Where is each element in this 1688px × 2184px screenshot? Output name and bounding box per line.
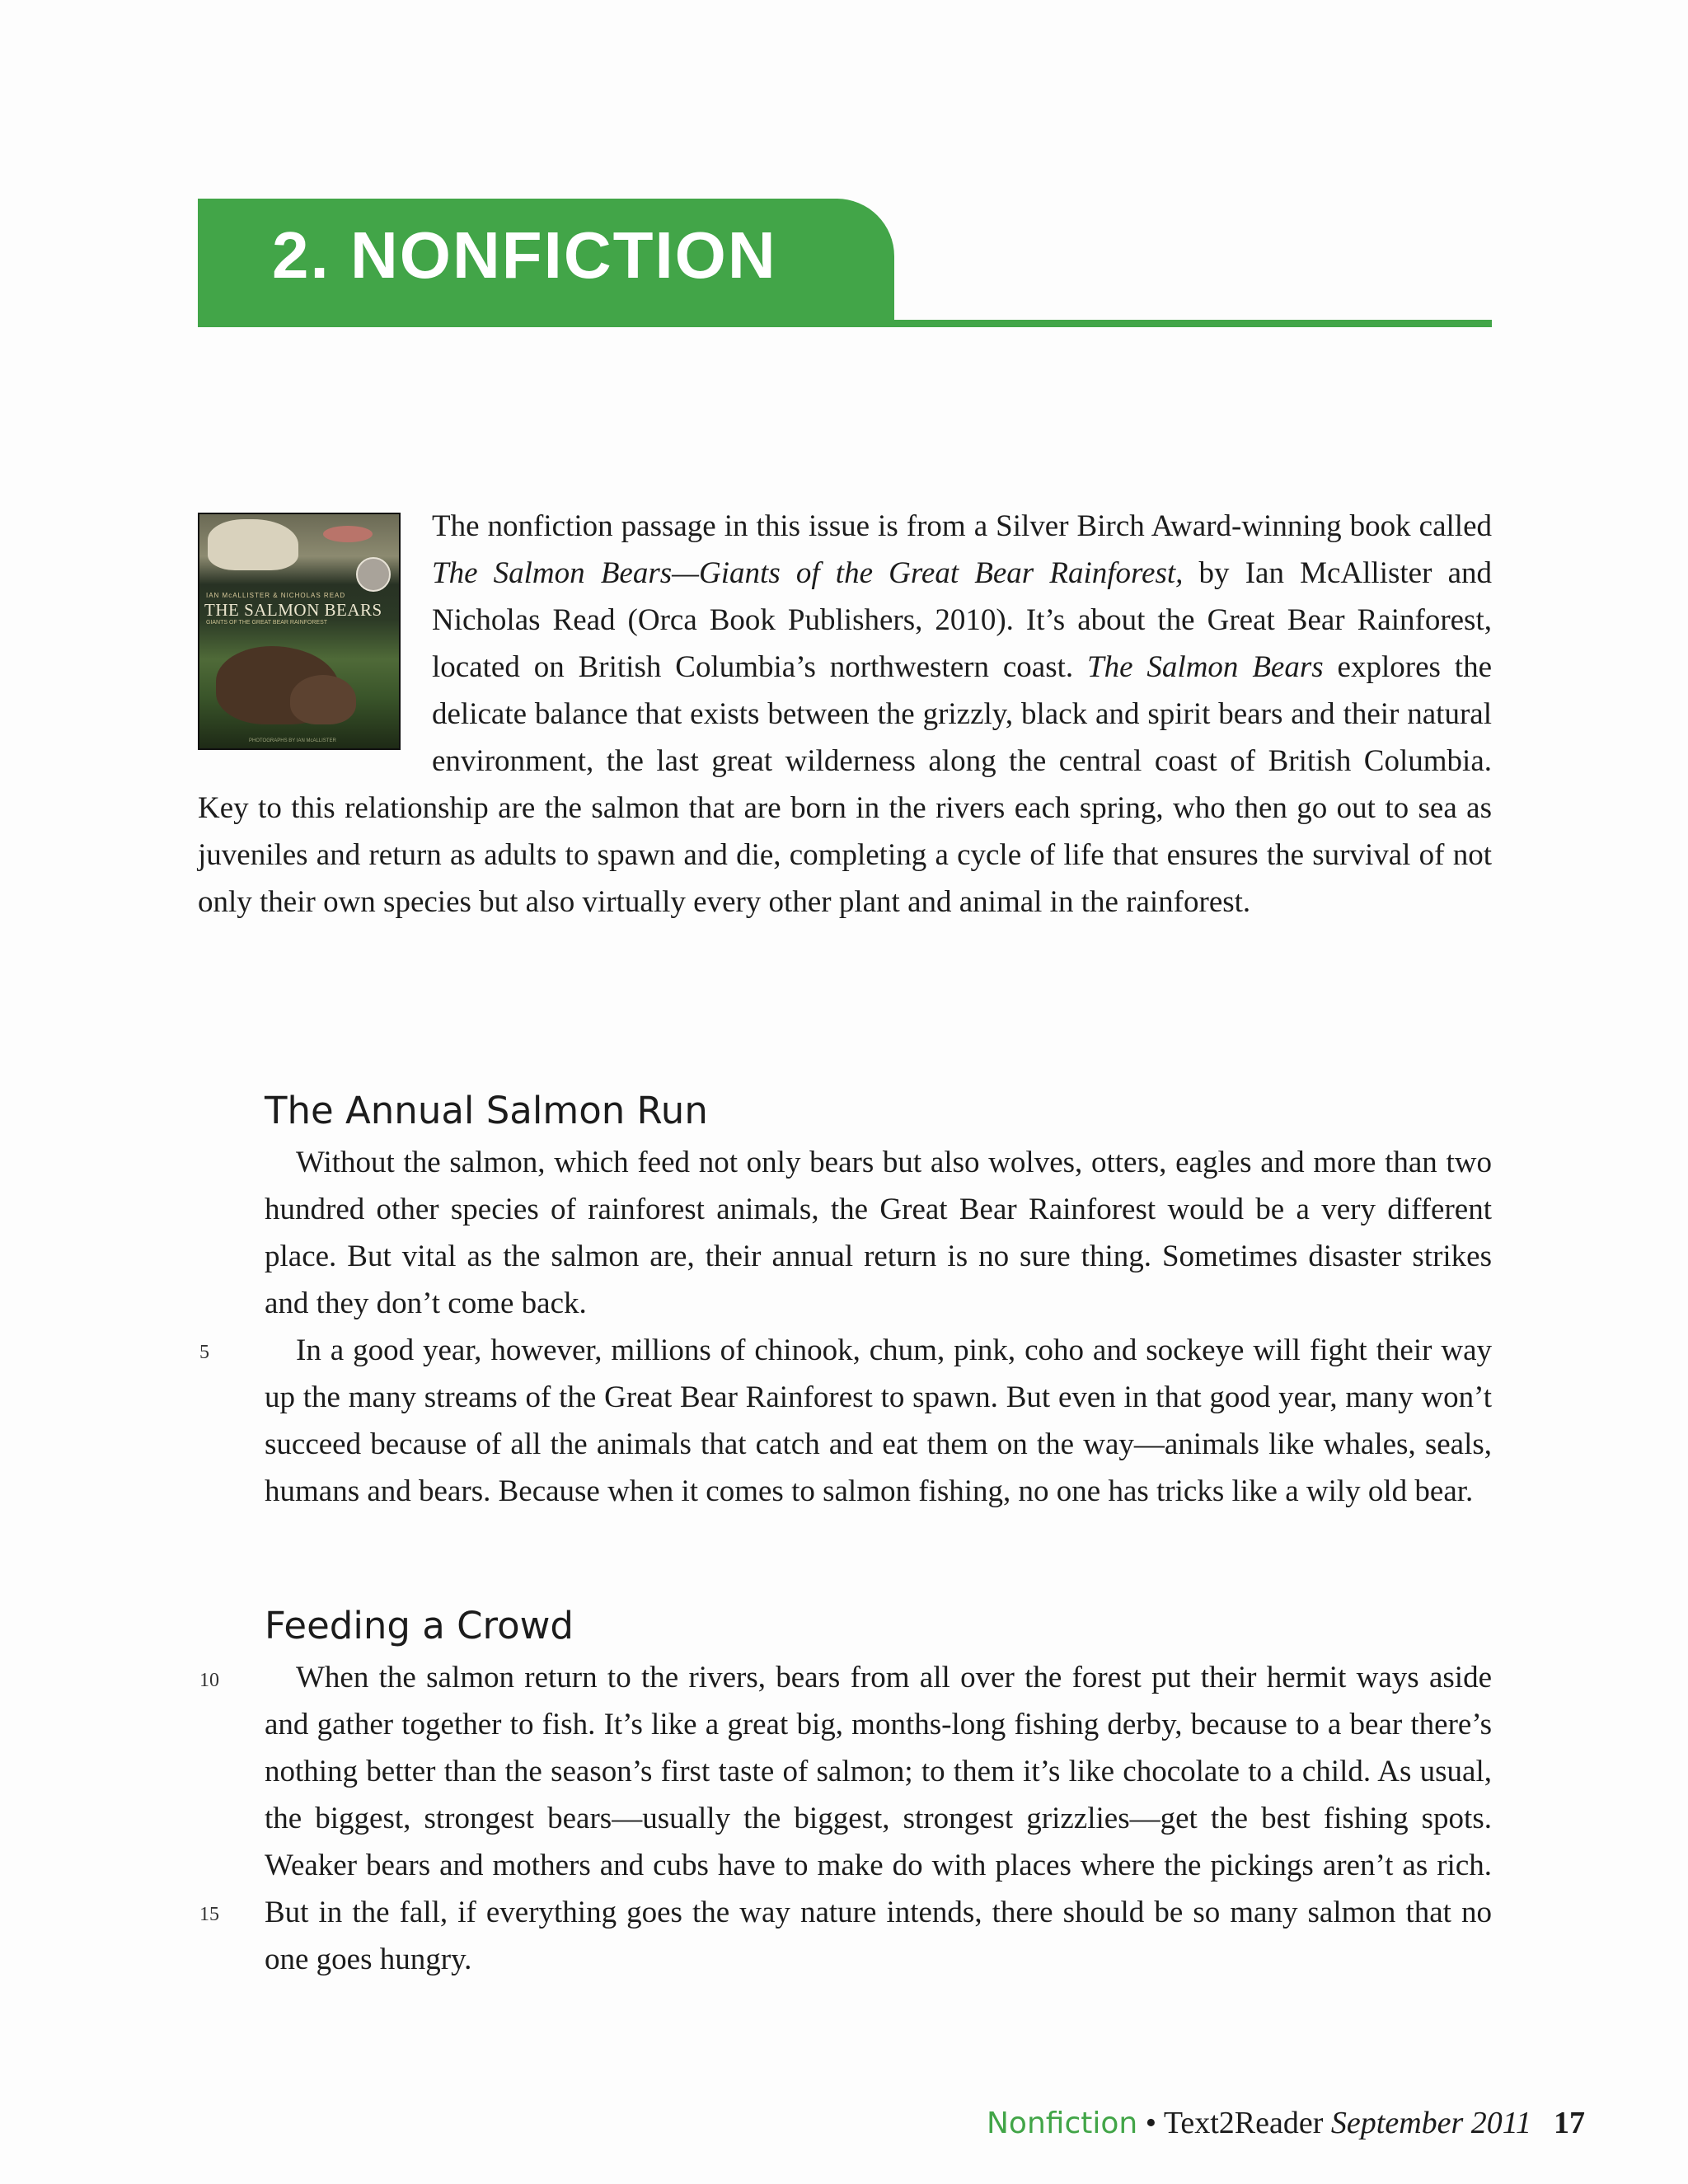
cover-credit: PHOTOGRAPHS BY IAN McALLISTER xyxy=(249,738,336,743)
passage-paragraph-2-text: In a good year, however, millions of chinook, chum, pink, coho and sockeye will fight their way up the many streams of the Great Bear Rainforest to spawn. But even in that good year, many won’t succeed because of all the animals that catch and eat them on the way—animals like whales, seals, humans and bears. Because when it comes to salmon fishing, no one has tricks like a wily old bear. xyxy=(265,1333,1492,1508)
cover-subtitle: GIANTS OF THE GREAT BEAR RAINFOREST xyxy=(206,620,328,626)
intro-text-1: The nonfiction passage in this issue is from a Silver Birch Award-winning book called xyxy=(432,509,1492,543)
footer-separator: • xyxy=(1137,2106,1164,2140)
passage-paragraph-1 xyxy=(265,1139,1492,1327)
passage-paragraph-3-text: When the salmon return to the rivers, bears from all over the forest put their hermit ways aside and gather together to fish. It’s like a great big, months-long fishing derby, because to a bear there’s nothing better than the season’s first taste of salmon; to them it’s like chocolate to a child. As usual, the biggest, strongest bears—usually the biggest, strongest grizzlies—get the best fishing spots. Weaker bears and mothers and cubs have to make do with places where the pickings aren’t as rich. But in the fall, if everything goes the way nature intends, there should be so many salmon that no one goes hungry. xyxy=(265,1661,1492,1976)
intro-book-title: The Salmon Bears—Giants of the Great Bear Rainforest, xyxy=(432,556,1184,590)
passage-paragraph-3 xyxy=(265,1654,1492,1983)
heading-feeding-a-crowd: Feeding a Crowd xyxy=(265,1604,574,1647)
section-rule xyxy=(198,320,1492,327)
cover-title: THE SALMON BEARS xyxy=(204,600,382,620)
footer-publication-name: Text2Reader xyxy=(1163,2106,1324,2140)
line-number: 10 xyxy=(199,1670,219,1691)
footer-publication xyxy=(987,2105,1531,2141)
passage-paragraph-2 xyxy=(265,1327,1492,1515)
line-number: 15 xyxy=(199,1904,219,1925)
intro-text-2: by Ian McAllister and Nicholas Read (Orca Book Publishers, 2010). It’s about the Great Bear Rainforest, located on British Columbia’s northwestern coast. xyxy=(432,556,1492,684)
passage-paragraph-1-text: Without the salmon, which feed not only bears but also wolves, otters, eagles and more than two hundred other species of rainforest animals, the Great Bear Rainforest would be a very different place. But vital as the salmon are, their annual return is no sure thing. Sometimes disaster strikes and they don’t come back. xyxy=(265,1146,1492,1320)
footer-section-label: Nonfiction xyxy=(987,2107,1138,2140)
intro-book-title-short: The Salmon Bears xyxy=(1087,650,1324,684)
footer-issue-date: September 2011 xyxy=(1330,2106,1531,2140)
section-title: 2. NONFICTION xyxy=(272,218,777,292)
line-number: 5 xyxy=(199,1342,209,1363)
intro-text-3: explores the delicate balance that exists between the grizzly, black and spirit bears and their natural environment, the last great wilderness along the central coast of British Columbia. Key to this relationship are the salmon that are born in the rivers each spring, who then go out to sea as juveniles and return as adults to spawn and die, completing a cycle of life that ensures the survival of not only their own species but also virtually every other plant and animal in the rainforest. xyxy=(198,650,1493,919)
cover-authors: IAN McALLISTER & NICHOLAS READ xyxy=(206,592,346,599)
page-number: 17 xyxy=(1554,2106,1585,2140)
intro-paragraph xyxy=(198,503,1492,926)
heading-annual-salmon-run: The Annual Salmon Run xyxy=(265,1089,708,1132)
